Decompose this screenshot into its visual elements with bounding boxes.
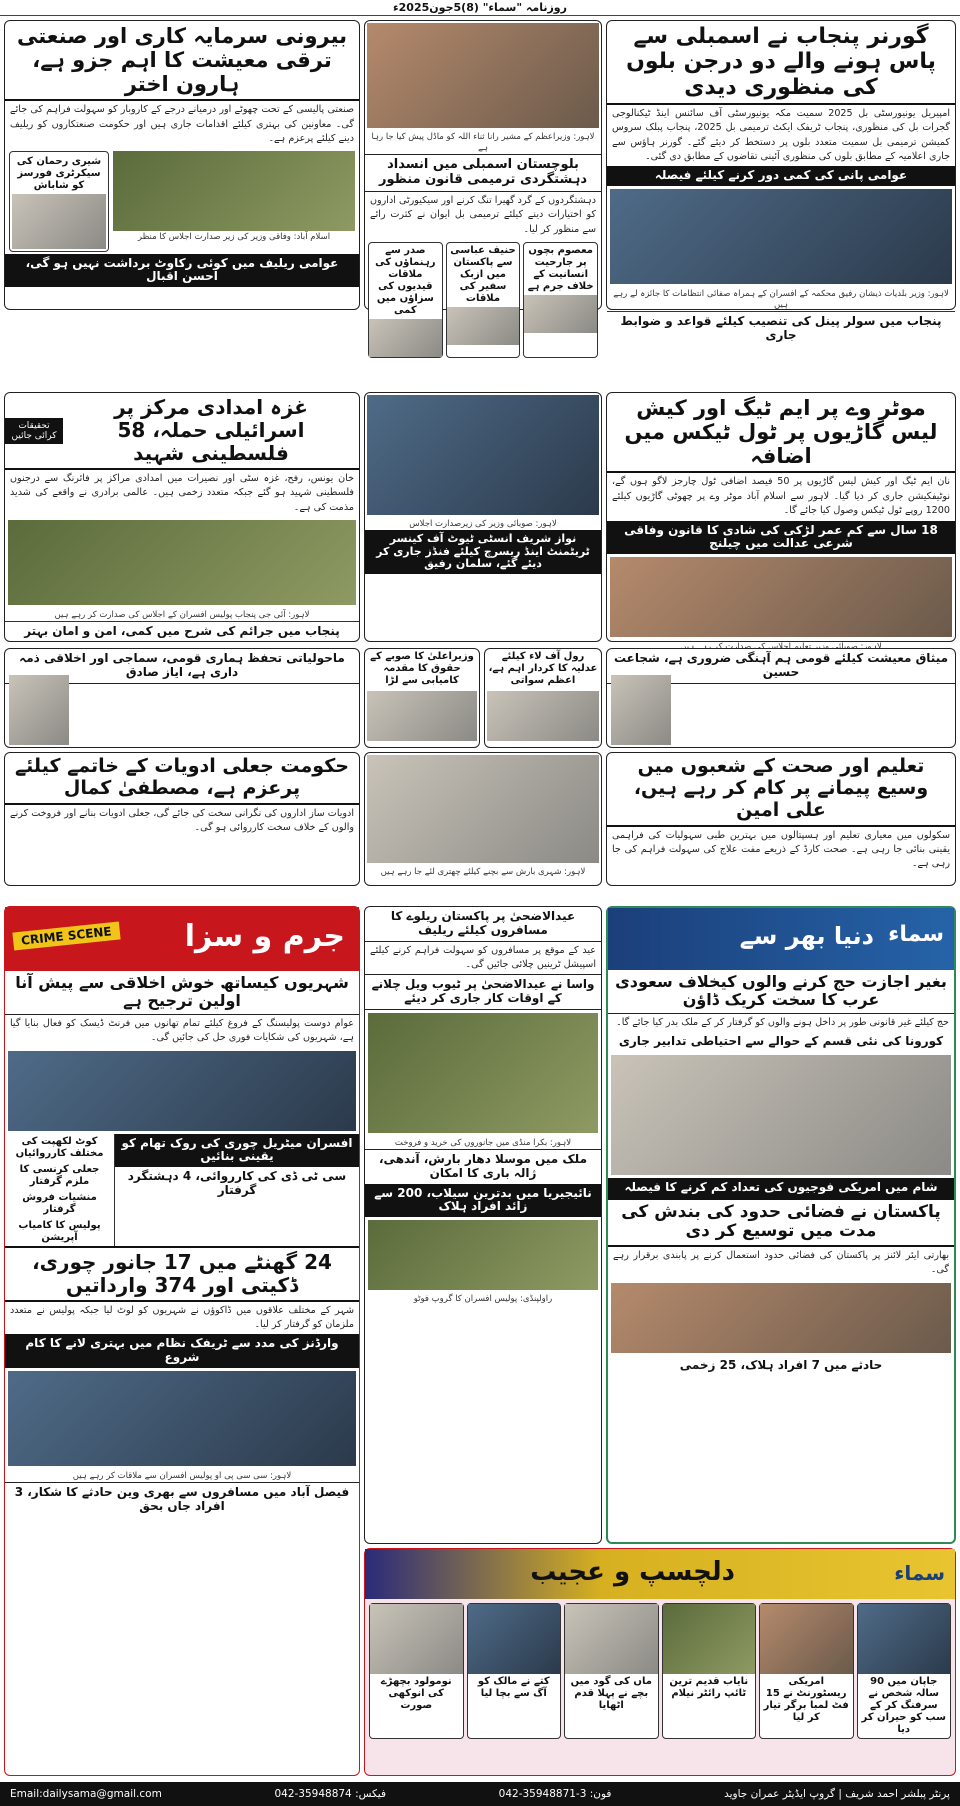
headline: وزیراعلیٰ کا صوبے کے حقوق کا مقدمہ کامیابی سے لڑا [370, 651, 474, 686]
crime-scene-tape: CRIME SCENE [12, 921, 120, 950]
headline: 24 گھنٹے میں 17 جانور چوری، ڈکیتی اور 374 وارداتیں [5, 1246, 359, 1302]
portrait-photo [524, 295, 597, 333]
r1-right-story [606, 20, 956, 343]
story-body: خان یونس، رفح، غزہ سٹی اور نصیرات میں امدادی مراکز پر فائرنگ سے درجنوں فلسطینی شہید ہو گئے جبکہ متعدد زخمی ہیں۔ عالمی برادری نے واقعے کی شدید مذمت کی ہے۔ [10, 473, 354, 513]
headline-row [5, 393, 359, 470]
photo-caption: لاہور: وزیراعظم کے مشیر رانا ثناء اللہ کو ماڈل پیش کیا جا رہا ہے [371, 132, 595, 153]
story-body: نان ایم ٹیگ اور کیش لیس گاڑیوں پر 50 فیصد اضافی ٹول چارجز لاگو ہوں گے، نوٹیفکیشن جاری کر دیا گیا۔ لاہور سے اسلام آباد موٹر وے پر چھوٹی گاڑیوں کیلئے 1200 روپے ٹول ٹیکس وصول کیا جائے گا۔ [612, 476, 950, 517]
crime-banner [5, 907, 359, 971]
profile-headline: شیری رحمان کی سیکرٹری فورسز کو شاباش [16, 155, 102, 191]
curious-item [857, 1603, 952, 1739]
headline: بیرونی سرمایہ کاری اور صنعتی ترقی معیشت کا اہم جزو ہے، ہارون اختر [5, 21, 359, 101]
news-photo [610, 189, 952, 284]
item-title: نومولود بچھڑے کی انوکھی صورت [380, 1676, 452, 1711]
news-photo [367, 395, 599, 515]
masthead-bar [0, 0, 960, 16]
curious-item [467, 1603, 562, 1739]
photo-caption: لاہور: وزیر بلدیات ذیشان رفیق محکمہ کے افسران کے ہمراہ صفائی انتظامات کا جائزہ لے رہے ہیں [613, 289, 949, 311]
tag-label: تحقیقات کرائی جائیں [5, 418, 63, 444]
story-body: حج کیلئے غیر قانونی طور پر داخل ہونے والوں کو گرفتار کر کے ملک بدر کیا جائے گا۔ [616, 1016, 949, 1028]
curious-item [662, 1603, 757, 1739]
curious-item [564, 1603, 659, 1739]
subheadline: 18 سال سے کم عمر لڑکی کی شادی کا قانون وفاقی شرعی عدالت میں چیلنج [607, 521, 955, 555]
side-brief: منشیات فروش گرفتار [22, 1191, 97, 1215]
news-photo [610, 557, 952, 637]
news-photo [368, 1220, 598, 1290]
news-photo [611, 1055, 951, 1175]
portrait-photo [12, 194, 106, 249]
headline: بلوچستان اسمبلی میں انسداد دہشتگردی ترمیمی قانون منظور [365, 154, 601, 192]
item-photo [468, 1604, 561, 1674]
photo-caption: لاہور: شہری بارش سے بچنے کیلئے چھتری لئے جا رہے ہیں [380, 867, 586, 877]
headline: غزہ امدادی مرکز پر اسرائیلی حملہ، 58 فلسطینی شہید [114, 395, 308, 465]
headline: گورنر پنجاب نے اسمبلی سے پاس ہونے والے دو درجن بلوں کی منظوری دیدی [607, 21, 955, 105]
footer-phone: 042-35948871-3 :فون [498, 1788, 612, 1800]
r2-left-story [4, 392, 360, 642]
news-photo [8, 1051, 356, 1131]
curious-section [364, 1548, 956, 1776]
photo-left-col [113, 151, 355, 252]
headline: ملک میں موسلا دھار بارش، آندھی، ژالہ باری کا امکان [365, 1149, 601, 1184]
world-banner [608, 908, 954, 970]
curious-items [365, 1599, 955, 1743]
subheadline: کورونا کی نئی قسم کے حوالے سے احتیاطی تدابیر جاری [618, 1034, 944, 1049]
profile-box [9, 151, 109, 252]
portrait-photo [367, 691, 477, 741]
footer-bar [0, 1782, 960, 1806]
subheadline: عوامی پانی کی کمی دور کرنے کیلئے فیصلہ [607, 166, 955, 186]
world-section [606, 906, 956, 1544]
headline: نائیجیریا میں بدترین سیلاب، 200 سے زائد افراد ہلاک [365, 1184, 601, 1218]
headline: رول آف لاء کیلئے عدلیہ کا کردار اہم ہے، اعظم سواتی [488, 651, 598, 686]
brief-box: حنیف عباسی سے پاکستان میں ازبک سفیر کی ملاقات [446, 242, 521, 358]
curious-brand: سماء [894, 1561, 945, 1585]
brief-story [4, 648, 360, 748]
story-body: عید کے موقع پر مسافروں کو سہولت فراہم کرنے کیلئے اسپیشل ٹرینیں چلائی جائیں گی۔ [370, 944, 596, 970]
news-photo [368, 1013, 598, 1133]
photo-row [5, 149, 359, 254]
photo-caption: لاہور: سی سی پی او پولیس افسران سے ملاقات کر رہے ہیں [72, 1470, 292, 1481]
headline: موٹر وے پر ایم ٹیگ اور کیش لیس گاڑیوں پر ٹول ٹیکس میں اضافہ [607, 393, 955, 473]
news-photo [8, 520, 356, 605]
story-body: صنعتی پالیسی کے تحت چھوٹے اور درمیانے درجے کے کاروبار کو سہولت فراہم کی جائے گی۔ معاونین کی بہتری کیلئے اقدامات جاری ہیں اور حکومت صنعتکاروں کو ریلیف دینے کیلئے پرعزم ہے۔ [10, 104, 354, 145]
headline: شہریوں کیساتھ خوش اخلاقی سے پیش آنا اولین ترجیح ہے [5, 971, 359, 1015]
brief-boxes [365, 239, 601, 361]
headline: عیدالاضحیٰ پر پاکستان ریلوے کا مسافروں کیلئے ریلیف [365, 907, 601, 942]
subheadline: شام میں امریکی فوجیوں کی تعداد کم کرنے کا فیصلہ [608, 1178, 954, 1198]
news-photo [611, 1283, 951, 1353]
r1-left-story [4, 20, 360, 310]
portrait-photo [9, 675, 69, 745]
item-photo [760, 1604, 853, 1674]
subheadline: عوامی ریلیف میں کوئی رکاوٹ برداشت نہیں ہو گی، احسن اقبال [5, 254, 359, 288]
headline: بغیر اجازت حج کرنے والوں کیخلاف سعودی عرب کا سخت کریک ڈاؤن [608, 970, 954, 1014]
news-photo [113, 151, 355, 231]
photo-caption: اسلام آباد: وفاقی وزیر کی زیر صدارت اجلاس کا منظر [137, 231, 331, 242]
subheadline: افسران میٹریل چوری کی روک تھام کو یقینی بنائیں [115, 1134, 359, 1168]
footer-imprint: پرنٹر پبلشر احمد شریف | گروپ ایڈیٹر عمران جاوید [724, 1788, 950, 1800]
world-brand: سماء [888, 922, 944, 947]
curious-item [369, 1603, 464, 1739]
headline: واسا نے عیدالاضحیٰ پر ٹیوب ویل چلانے کے اوقات کار جاری کر دیئے [365, 974, 601, 1010]
brief-box: صدر سے رہنماؤں کی ملاقات قیدیوں کی سزاؤں میں کمی [368, 242, 443, 358]
r4-left-story [4, 752, 360, 886]
headline: تعلیم اور صحت کے شعبوں میں وسیع پیمانے پر کام کر رہے ہیں، علی امین [607, 753, 955, 827]
photo-caption: لاہور: بکرا منڈی میں جانوروں کی خرید و فروخت [394, 1137, 572, 1148]
news-photo [367, 755, 599, 863]
item-photo [663, 1604, 756, 1674]
subheadline: وارڈنز کی مدد سے ٹریفک نظام میں بہتری لانے کا کام شروع [5, 1334, 359, 1368]
photo-caption: لاہور: آئی جی پنجاب پولیس افسران کے اجلاس کی صدارت کر رہے ہیں [54, 610, 310, 621]
subheadline: سی ٹی ڈی کی کارروائی، 4 دہشتگرد گرفتار [127, 1169, 347, 1197]
masthead-title: روزنامہ "سماء" (8)5جون2025ء [393, 1, 567, 14]
story-body: سکولوں میں معیاری تعلیم اور ہسپتالوں میں بہترین طبی سہولیات کی فراہمی یقینی بنائی جا رہی ہے۔ صحت کارڈ کے ذریعے مفت علاج کی سہولت فراہم کی جا رہی ہے۔ [612, 829, 950, 870]
item-title: ماں کی گود میں بچے نے پہلا قدم اٹھایا [570, 1676, 652, 1711]
crime-main-col [115, 1134, 359, 1246]
headline: پاکستان نے فضائی حدود کی بندش کی مدت میں توسیع کر دی [608, 1198, 954, 1247]
headline: میثاق معیشت کیلئے قومی ہم آہنگی ضروری ہے، شجاعت حسین [607, 649, 955, 684]
r4-middle-story [364, 752, 602, 886]
footer-fax: 042-35948874 :فیکس [274, 1788, 386, 1800]
brief-story [484, 648, 602, 748]
portrait-photo [611, 675, 671, 745]
story-body: عوام دوست پولیسنگ کے فروغ کیلئے تمام تھانوں میں فرنٹ ڈیسک کو فعال بنایا گیا ہے، شہریوں کی شکایات فوری حل کی جائیں گی۔ [10, 1017, 354, 1044]
headline: ماحولیاتی تحفظ ہماری قومی، سماجی اور اخلاقی ذمہ داری ہے، ایاز صادق [5, 649, 359, 684]
portrait-photo [487, 691, 599, 741]
portrait-photo [447, 307, 520, 345]
crime-banner-title: جرم و سزا [184, 919, 345, 954]
item-title: امریکی ریسٹورنٹ نے 15 فٹ لمبا برگر تیار کر لیا [763, 1676, 849, 1723]
footer-email: Email:dailysama@gmail.com [10, 1788, 162, 1800]
subheadline: حادثے میں 7 افراد ہلاک، 25 زخمی [679, 1357, 883, 1372]
item-photo [565, 1604, 658, 1674]
r4-right-story [606, 752, 956, 886]
subheadline: نواز شریف انسٹی ٹیوٹ آف کینسر ٹریٹمنٹ اینڈ ریسرچ کیلئے فنڈز جاری کر دیئے گئے، سلمان رفیق [365, 530, 601, 574]
headline: حکومت جعلی ادویات کے خاتمے کیلئے پرعزم ہے، مصطفیٰ کمال [5, 753, 359, 805]
story-body: امپیریل یونیورسٹی بل 2025 سمیت مکہ یونیورسٹی آف سائنس اینڈ ٹیکنالوجی گجرات بل کی منظوری، پنجاب ٹریفک ایکٹ ترمیمی بل 2025، پنجاب پبلک سروس کمیشن ترمیمی بل سمیت متعدد بلوں پر دستخط کر دیئے گئے۔ گورنر ہاؤس سے جاری اعلامیہ کے مطابق بلوں کی منظوری آئینی تقاضوں کے مطابق دی گئی۔ [612, 107, 951, 163]
story-body: ادویات ساز اداروں کی نگرانی سخت کی جائے گی، جعلی ادویات بنانے اور فروخت کرنے والوں کے خلاف سخت کارروائی ہو گی۔ [10, 807, 354, 834]
r2-right-story [606, 392, 956, 642]
world-banner-title: دنیا بھر سے [739, 922, 874, 950]
item-title: نایاب قدیم ترین ٹائپ رائٹر نیلام [669, 1676, 749, 1699]
crime-section [4, 906, 360, 1776]
portrait-photo [369, 319, 442, 357]
photo-caption: لاہور: صوبائی وزیر کی زیرصدارت اجلاس [409, 519, 557, 529]
r5-middle-column [364, 906, 602, 1544]
item-photo [370, 1604, 463, 1674]
brief-story [364, 648, 480, 748]
item-photo [858, 1604, 951, 1674]
r2-middle-story [364, 392, 602, 642]
news-photo [367, 23, 599, 128]
subheadline: فیصل آباد میں مسافروں سے بھری وین حادثے کا شکار، 3 افراد جاں بحق [5, 1482, 359, 1517]
item-title: کتے نے مالک کو آگ سے بچا لیا [477, 1676, 550, 1699]
photo-caption: راولپنڈی: پولیس افسران کا گروپ فوٹو [413, 1294, 553, 1305]
brief-box: معصوم بچوں پر جارحیت انسانیت کے خلاف جرم ہے [523, 242, 598, 358]
curious-item [759, 1603, 854, 1739]
side-brief: پولیس کا کامیاب آپریشن [18, 1219, 101, 1243]
item-title: جاپان میں 90 سالہ شخص نے سرفنگ کر کے سب کو حیران کر دیا [861, 1676, 946, 1735]
crime-side-briefs [5, 1134, 115, 1246]
curious-banner [365, 1549, 955, 1599]
news-photo [8, 1371, 356, 1466]
crime-split [5, 1134, 359, 1246]
subheadline: پنجاب میں سولر پینل کی تنصیب کیلئے قواعد و ضوابط جاری [607, 311, 955, 346]
story-body: شہر کے مختلف علاقوں میں ڈاکوؤں نے شہریوں کو لوٹ لیا جبکہ پولیس نے متعدد ملزمان کو گرفتار کر لیا۔ [10, 1304, 354, 1330]
subheadline: پنجاب میں جرائم کی شرح میں کمی، امن و امان بہتر [5, 621, 359, 642]
curious-banner-title: دلچسپ و عجیب [530, 1557, 735, 1587]
side-brief: کوٹ لکھپت کی مختلف کارروائیاں [15, 1135, 104, 1159]
story-body: دہشتگردوں کے گرد گھیرا تنگ کرنے اور سیکیورٹی اداروں کو اختیارات دینے کیلئے ترمیمی بل ایوان نے کثرت رائے سے منظور کر لیا۔ [370, 194, 596, 235]
brief-story [606, 648, 956, 748]
story-body: بھارتی ایئر لائنز پر پاکستان کی فضائی حدود استعمال کرنے پر پابندی برقرار رہے گی۔ [613, 1249, 949, 1276]
side-brief: جعلی کرنسی کا ملزم گرفتار [19, 1163, 100, 1187]
r1-middle-story [364, 20, 602, 317]
